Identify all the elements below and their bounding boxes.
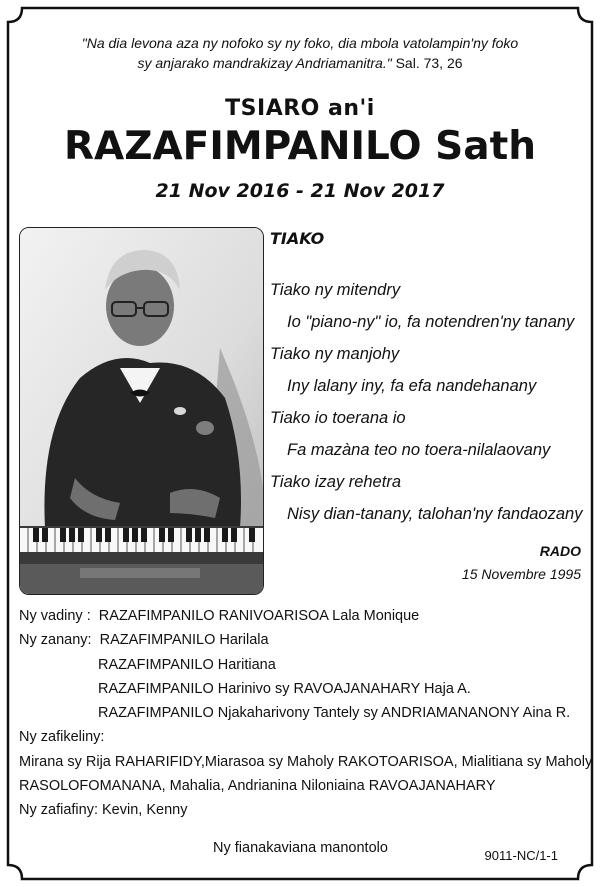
poem-line: Tiako izay rehetra [270, 473, 401, 491]
portrait-photo [19, 227, 264, 595]
spouse-label: Ny vadiny : [19, 608, 91, 624]
child-row: RAZAFIMPANILO Harinivo sy RAVOAJANAHARY Haja A. [98, 680, 471, 697]
epigraph-line-2 [30, 53, 570, 73]
deceased-name: RAZAFIMPANILO Sath [64, 124, 536, 169]
poem-line: Tiako io toerana io [270, 409, 406, 427]
great-grandchildren-row: Ny zafiafiny: Kevin, Kenny [19, 802, 188, 819]
poem-line: Nisy dian-tanany, talohan'ny fandaozany [287, 505, 583, 523]
family-signature: Ny fianakaviana manontolo [213, 840, 388, 856]
grandchildren-line-1: Mirana sy Rija RAHARIFIDY,Miarasoa sy Maholy RAKOTOARISOA, Mialitiana sy Maholy [19, 753, 593, 770]
spouse-name: RAZAFIMPANILO RANIVOARISOA Lala Monique [98, 608, 420, 624]
reference-code: 9011-NC/1-1 [484, 848, 558, 863]
children-row [19, 630, 589, 654]
poem-line: Io "piano-ny" io, fa notendren'ny tanany [287, 313, 575, 331]
poem-date: 15 Novembre 1995 [461, 566, 581, 582]
children-label: Ny zanany: [19, 632, 92, 649]
child-row: RAZAFIMPANILO Haritiana [98, 656, 276, 673]
poem-line: Fa mazàna teo no toera-nilalaovany [287, 441, 551, 459]
child-name: RAZAFIMPANILO Harilala [99, 632, 269, 649]
epigraph-line-2-text: sy anjarako mandrakizay Andriamanitra." [137, 55, 392, 71]
epigraph-line-1: "Na dia levona aza ny nofoko sy ny foko, dia mbola vatolampin'ny foko [81, 35, 519, 51]
poem-line: Tiako ny mitendry [270, 281, 401, 299]
poem-author: RADO [539, 543, 581, 559]
grandchildren-line-2: RASOLOFOMANANA, Mahalia, Andrianina Niloniaina RAVOAJANAHARY [19, 778, 496, 795]
tsiaro-heading: TSIARO an'i [225, 96, 375, 121]
poem-line: Tiako ny manjohy [270, 345, 400, 363]
child-row: RAZAFIMPANILO Njakaharivony Tantely sy ANDRIAMANANONY Aina R. [98, 705, 571, 722]
bible-epigraph [30, 33, 570, 73]
poem-body [270, 280, 590, 536]
family-list [19, 606, 593, 825]
memorial-dates: 21 Nov 2016 - 21 Nov 2017 [155, 180, 445, 202]
spouse-row [19, 606, 589, 630]
grandchildren-label: Ny zafikeliny: [19, 729, 105, 746]
poem-line: Iny lalany iny, fa efa nandehanany [287, 377, 537, 395]
poem-title: TIAKO [270, 229, 325, 248]
epigraph-reference: Sal. 73, 26 [391, 55, 463, 71]
